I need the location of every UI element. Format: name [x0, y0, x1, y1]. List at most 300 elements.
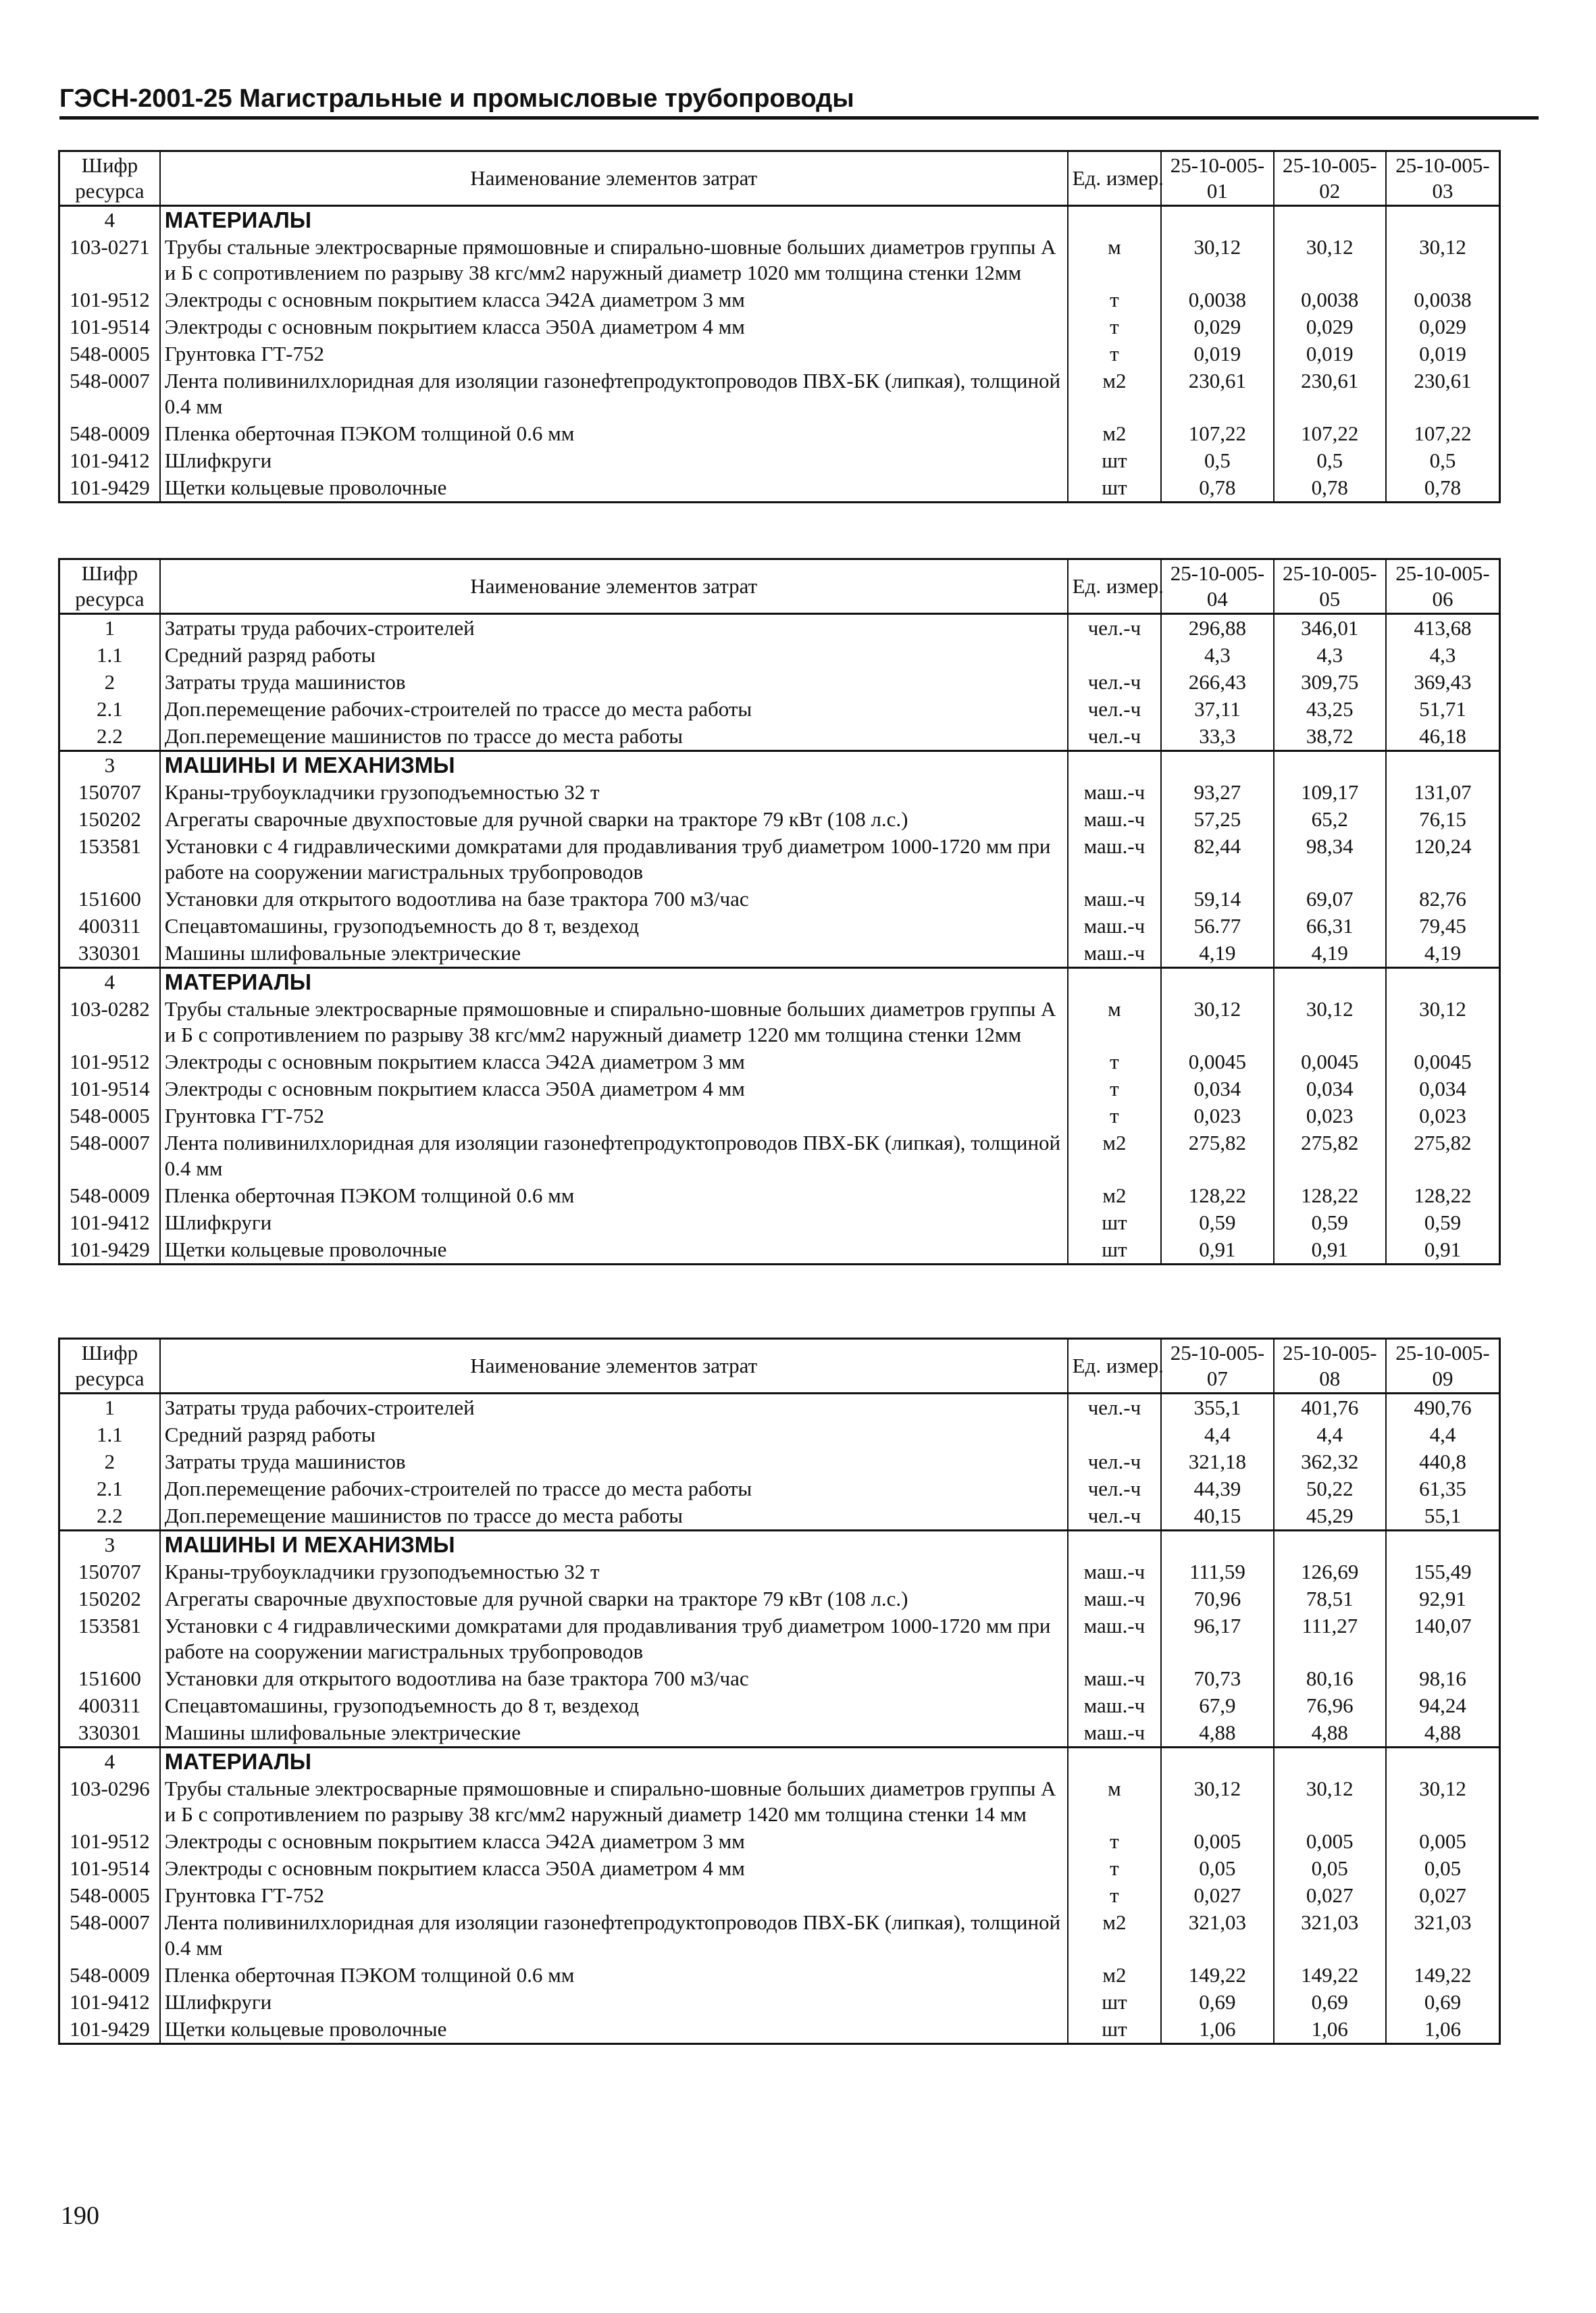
- resource-name: Затраты труда машинистов: [160, 669, 1068, 696]
- resource-name: Трубы стальные электросварные прямошовные и спирально-шовные больших диаметров группы А и Б с сопротивлением по разрыву 38 кгс/мм2 наружный диаметр 1220 мм толщина стенки 12мм: [160, 996, 1068, 1048]
- table-body: [59, 206, 1500, 503]
- norm-value: 0,019: [1386, 340, 1500, 367]
- norm-value: 490,76: [1386, 1394, 1500, 1422]
- norm-value: 0,0045: [1161, 1048, 1273, 1075]
- unit-cell: т: [1068, 1102, 1162, 1129]
- unit-cell: т: [1068, 1048, 1162, 1075]
- table-row: [59, 420, 1500, 447]
- norm-value: 92,91: [1386, 1585, 1500, 1612]
- resource-code: 153581: [59, 1612, 160, 1665]
- unit-cell: чел.-ч: [1068, 1475, 1162, 1502]
- resource-code: 101-9412: [59, 1209, 160, 1236]
- norm-value: 440,8: [1386, 1448, 1500, 1475]
- norm-value: 0,78: [1161, 474, 1273, 503]
- resource-code: 548-0005: [59, 1102, 160, 1129]
- unit-cell: м2: [1068, 1129, 1162, 1182]
- norm-value: 0,5: [1161, 447, 1273, 474]
- resource-name: Доп.перемещение машинистов по трассе до места работы: [160, 1502, 1068, 1531]
- norm-value: 131,07: [1386, 779, 1500, 806]
- column-header-norm: 25-10-005-03: [1386, 151, 1500, 206]
- table-row: [59, 1665, 1500, 1692]
- unit-cell: т: [1068, 1828, 1162, 1855]
- norm-value: [1386, 1531, 1500, 1559]
- norm-value: 4,19: [1274, 940, 1386, 968]
- norm-value: 0,59: [1274, 1209, 1386, 1236]
- resource-code: 2.2: [59, 1502, 160, 1531]
- unit-cell: чел.-ч: [1068, 1502, 1162, 1531]
- unit-cell: маш.-ч: [1068, 833, 1162, 886]
- resource-name: Установки для открытого водоотлива на базе трактора 700 м3/час: [160, 1665, 1068, 1692]
- norm-value: 109,17: [1274, 779, 1386, 806]
- norm-value: 0,023: [1274, 1102, 1386, 1129]
- norm-value: 82,76: [1386, 886, 1500, 913]
- norm-value: 321,03: [1274, 1909, 1386, 1962]
- resource-name: Лента поливинилхлоридная для изоляции газонефтепродуктопроводов ПВХ-БК (липкая), толщиной 0.4 мм: [160, 1129, 1068, 1182]
- norm-value: 50,22: [1274, 1475, 1386, 1502]
- norm-value: 0,5: [1274, 447, 1386, 474]
- norm-value: 66,31: [1274, 913, 1386, 940]
- resource-name: Машины шлифовальные электрические: [160, 940, 1068, 968]
- resource-name: Установки с 4 гидравлическими домкратами для продавливания труб диаметром 1000-1720 мм при работе на сооружении магистральных трубопроводов: [160, 1612, 1068, 1665]
- norm-value: 0,029: [1274, 313, 1386, 340]
- resource-code: 2: [59, 669, 160, 696]
- unit-cell: маш.-ч: [1068, 1585, 1162, 1612]
- table-row: [59, 1182, 1500, 1209]
- table-row: [59, 1719, 1500, 1748]
- norm-value: 80,16: [1274, 1665, 1386, 1692]
- unit-cell: шт: [1068, 447, 1162, 474]
- norm-value: [1274, 1531, 1386, 1559]
- resource-name: Доп.перемещение машинистов по трассе до места работы: [160, 723, 1068, 751]
- norm-value: 149,22: [1161, 1962, 1273, 1989]
- table-row: [59, 940, 1500, 968]
- resource-code: 101-9429: [59, 1236, 160, 1265]
- table-row: [59, 1475, 1500, 1502]
- norm-value: 94,24: [1386, 1692, 1500, 1719]
- norm-value: 30,12: [1386, 1775, 1500, 1828]
- section-title: МАШИНЫ И МЕХАНИЗМЫ: [160, 1531, 1068, 1559]
- norm-value: 0,5: [1386, 447, 1500, 474]
- norm-value: 401,76: [1274, 1394, 1386, 1422]
- norm-value: 0,034: [1274, 1075, 1386, 1102]
- resource-code: 150707: [59, 1558, 160, 1585]
- norm-value: 0,019: [1161, 340, 1273, 367]
- resource-code: 400311: [59, 913, 160, 940]
- unit-cell: м2: [1068, 1962, 1162, 1989]
- table-row: [59, 1048, 1500, 1075]
- norm-value: 44,39: [1161, 1475, 1273, 1502]
- norm-value: 0,0038: [1386, 286, 1500, 313]
- resource-name: Щетки кольцевые проволочные: [160, 2016, 1068, 2044]
- norm-value: 0,034: [1386, 1075, 1500, 1102]
- norm-value: 296,88: [1161, 614, 1273, 642]
- resource-name: Трубы стальные электросварные прямошовные и спирально-шовные больших диаметров группы А и Б с сопротивлением по разрыву 38 кгс/мм2 наружный диаметр 1420 мм толщина стенки 14 мм: [160, 1775, 1068, 1828]
- norm-value: 82,44: [1161, 833, 1273, 886]
- resource-code: 101-9429: [59, 2016, 160, 2044]
- resource-name: Шлифкруги: [160, 447, 1068, 474]
- norm-value: 0,91: [1274, 1236, 1386, 1265]
- section-row: [59, 751, 1500, 780]
- table-row: [59, 474, 1500, 503]
- norm-value: [1274, 751, 1386, 780]
- resource-code: 4: [59, 968, 160, 996]
- unit-cell: маш.-ч: [1068, 779, 1162, 806]
- resource-code: 1.1: [59, 1421, 160, 1448]
- norm-value: 4,3: [1274, 642, 1386, 669]
- norm-value: [1274, 968, 1386, 996]
- resource-code: 2.1: [59, 1475, 160, 1502]
- norm-value: 275,82: [1386, 1129, 1500, 1182]
- unit-cell: маш.-ч: [1068, 1612, 1162, 1665]
- norm-value: 0,005: [1161, 1828, 1273, 1855]
- resource-code: 101-9512: [59, 286, 160, 313]
- norm-value: [1274, 206, 1386, 234]
- resource-name: Спецавтомашины, грузоподъемность до 8 т, вездеход: [160, 913, 1068, 940]
- table-row: [59, 1828, 1500, 1855]
- resource-code: 1: [59, 1394, 160, 1422]
- column-header-unit: Ед. измер.: [1068, 559, 1162, 614]
- table-row: [59, 313, 1500, 340]
- resource-name: Шлифкруги: [160, 1209, 1068, 1236]
- unit-cell: шт: [1068, 1236, 1162, 1265]
- unit-cell: чел.-ч: [1068, 614, 1162, 642]
- norm-value: [1161, 1531, 1273, 1559]
- column-header-norm: 25-10-005-05: [1274, 559, 1386, 614]
- resource-name: Грунтовка ГТ-752: [160, 340, 1068, 367]
- norm-value: 1,06: [1274, 2016, 1386, 2044]
- norm-value: 0,59: [1386, 1209, 1500, 1236]
- table-row: [59, 1448, 1500, 1475]
- column-header-norm: 25-10-005-04: [1161, 559, 1273, 614]
- norm-value: 0,69: [1161, 1989, 1273, 2016]
- resource-name: Затраты труда машинистов: [160, 1448, 1068, 1475]
- resource-code: 4: [59, 1748, 160, 1776]
- resource-name: Электроды с основным покрытием класса Э50А диаметром 4 мм: [160, 1075, 1068, 1102]
- column-header-norm: 25-10-005-02: [1274, 151, 1386, 206]
- unit-cell: шт: [1068, 1209, 1162, 1236]
- resource-name: Грунтовка ГТ-752: [160, 1102, 1068, 1129]
- norm-value: 140,07: [1386, 1612, 1500, 1665]
- section-row: [59, 1531, 1500, 1559]
- table-row: [59, 1394, 1500, 1422]
- norm-value: 111,27: [1274, 1612, 1386, 1665]
- section-title: МАТЕРИАЛЫ: [160, 1748, 1068, 1776]
- resource-name: Установки с 4 гидравлическими домкратами для продавливания труб диаметром 1000-1720 мм при работе на сооружении магистральных трубопроводов: [160, 833, 1068, 886]
- table-row: [59, 1209, 1500, 1236]
- table-body: [59, 614, 1500, 1265]
- norm-value: 107,22: [1274, 420, 1386, 447]
- unit-cell: м: [1068, 234, 1162, 286]
- header-row: [59, 151, 1500, 206]
- resource-name: Электроды с основным покрытием класса Э50А диаметром 4 мм: [160, 313, 1068, 340]
- resource-code: 101-9412: [59, 447, 160, 474]
- resource-name: Пленка оберточная ПЭКОМ толщиной 0.6 мм: [160, 1962, 1068, 1989]
- table-row: [59, 1502, 1500, 1531]
- column-header-code: Шифр ресурса: [59, 559, 160, 614]
- norm-value: 57,25: [1161, 806, 1273, 833]
- table-row: [59, 723, 1500, 751]
- norm-value: [1161, 751, 1273, 780]
- resource-code: 151600: [59, 886, 160, 913]
- table-row: [59, 1909, 1500, 1962]
- norm-value: 65,2: [1274, 806, 1386, 833]
- norm-value: 59,14: [1161, 886, 1273, 913]
- norm-value: 0,91: [1386, 1236, 1500, 1265]
- norm-value: 1,06: [1161, 2016, 1273, 2044]
- resource-name: Грунтовка ГТ-752: [160, 1882, 1068, 1909]
- column-header-unit: Ед. измер.: [1068, 151, 1162, 206]
- resource-code: 400311: [59, 1692, 160, 1719]
- resource-code: 150202: [59, 1585, 160, 1612]
- norm-value: 4,4: [1274, 1421, 1386, 1448]
- norm-value: 78,51: [1274, 1585, 1386, 1612]
- unit-cell: т: [1068, 1882, 1162, 1909]
- norm-value: 4,4: [1161, 1421, 1273, 1448]
- page-number: 190: [61, 2202, 99, 2230]
- norm-value: 126,69: [1274, 1558, 1386, 1585]
- resource-table-1: [58, 150, 1501, 503]
- norm-value: 30,12: [1386, 234, 1500, 286]
- unit-cell: т: [1068, 286, 1162, 313]
- norm-value: 93,27: [1161, 779, 1273, 806]
- norm-value: 128,22: [1386, 1182, 1500, 1209]
- table-row: [59, 833, 1500, 886]
- resource-code: 3: [59, 1531, 160, 1559]
- norm-value: 4,88: [1274, 1719, 1386, 1748]
- norm-value: 128,22: [1161, 1182, 1273, 1209]
- resource-code: 101-9512: [59, 1828, 160, 1855]
- norm-value: 120,24: [1386, 833, 1500, 886]
- unit-cell: шт: [1068, 2016, 1162, 2044]
- resource-code: 548-0009: [59, 1182, 160, 1209]
- norm-value: 0,029: [1386, 313, 1500, 340]
- resource-name: Средний разряд работы: [160, 1421, 1068, 1448]
- resource-code: 103-0296: [59, 1775, 160, 1828]
- column-header-name: Наименование элементов затрат: [160, 1339, 1068, 1394]
- norm-value: 30,12: [1161, 1775, 1273, 1828]
- unit-cell: [1068, 1531, 1162, 1559]
- resource-name: Электроды с основным покрытием класса Э42А диаметром 3 мм: [160, 286, 1068, 313]
- norm-value: 4,19: [1161, 940, 1273, 968]
- norm-value: 230,61: [1161, 367, 1273, 420]
- resource-name: Щетки кольцевые проволочные: [160, 1236, 1068, 1265]
- resource-name: Пленка оберточная ПЭКОМ толщиной 0.6 мм: [160, 1182, 1068, 1209]
- unit-cell: [1068, 968, 1162, 996]
- norm-value: 96,17: [1161, 1612, 1273, 1665]
- norm-value: 0,05: [1161, 1855, 1273, 1882]
- resource-name: Затраты труда рабочих-строителей: [160, 1394, 1068, 1422]
- table-row: [59, 1075, 1500, 1102]
- resource-code: 101-9412: [59, 1989, 160, 2016]
- resource-code: 101-9514: [59, 1075, 160, 1102]
- resource-code: 101-9512: [59, 1048, 160, 1075]
- table-row: [59, 1421, 1500, 1448]
- unit-cell: маш.-ч: [1068, 1558, 1162, 1585]
- table-header: [59, 559, 1500, 614]
- table-row: [59, 1558, 1500, 1585]
- resource-code: 548-0005: [59, 1882, 160, 1909]
- norm-value: 0,0045: [1386, 1048, 1500, 1075]
- column-header-name: Наименование элементов затрат: [160, 559, 1068, 614]
- norm-value: 30,12: [1161, 234, 1273, 286]
- table-row: [59, 806, 1500, 833]
- unit-cell: чел.-ч: [1068, 1448, 1162, 1475]
- norm-value: 0,78: [1274, 474, 1386, 503]
- unit-cell: чел.-ч: [1068, 1394, 1162, 1422]
- unit-cell: маш.-ч: [1068, 913, 1162, 940]
- resource-name: Доп.перемещение рабочих-строителей по трассе до места работы: [160, 696, 1068, 723]
- norm-value: 0,029: [1161, 313, 1273, 340]
- resource-name: Лента поливинилхлоридная для изоляции газонефтепродуктопроводов ПВХ-БК (липкая), толщиной 0.4 мм: [160, 1909, 1068, 1962]
- section-row: [59, 1748, 1500, 1776]
- unit-cell: шт: [1068, 1989, 1162, 2016]
- resource-code: 548-0007: [59, 367, 160, 420]
- norm-value: 30,12: [1274, 234, 1386, 286]
- unit-cell: м2: [1068, 1182, 1162, 1209]
- norm-value: 79,45: [1386, 913, 1500, 940]
- norm-value: 107,22: [1161, 420, 1273, 447]
- norm-value: 0,0038: [1161, 286, 1273, 313]
- unit-cell: шт: [1068, 474, 1162, 503]
- resource-name: Краны-трубоукладчики грузоподъемностью 32 т: [160, 1558, 1068, 1585]
- section-row: [59, 968, 1500, 996]
- resource-code: 103-0282: [59, 996, 160, 1048]
- column-header-norm: 25-10-005-06: [1386, 559, 1500, 614]
- norm-value: 128,22: [1274, 1182, 1386, 1209]
- norm-value: 1,06: [1386, 2016, 1500, 2044]
- norm-value: 149,22: [1274, 1962, 1386, 1989]
- unit-cell: [1068, 751, 1162, 780]
- column-header-norm: 25-10-005-01: [1161, 151, 1273, 206]
- table-row: [59, 1129, 1500, 1182]
- table-row: [59, 234, 1500, 286]
- norm-value: 413,68: [1386, 614, 1500, 642]
- unit-cell: м2: [1068, 1909, 1162, 1962]
- resource-code: 548-0007: [59, 1909, 160, 1962]
- norm-value: 0,0045: [1274, 1048, 1386, 1075]
- norm-value: 149,22: [1386, 1962, 1500, 1989]
- norm-value: 155,49: [1386, 1558, 1500, 1585]
- resource-code: 103-0271: [59, 234, 160, 286]
- resource-table-3: [58, 1338, 1501, 2045]
- norm-value: 45,29: [1274, 1502, 1386, 1531]
- norm-value: 4,3: [1161, 642, 1273, 669]
- resource-name: Электроды с основным покрытием класса Э42А диаметром 3 мм: [160, 1828, 1068, 1855]
- resource-code: 548-0009: [59, 420, 160, 447]
- resource-code: 153581: [59, 833, 160, 886]
- table-row: [59, 1989, 1500, 2016]
- column-header-norm: 25-10-005-09: [1386, 1339, 1500, 1394]
- table-row: [59, 1236, 1500, 1265]
- table-row: [59, 996, 1500, 1048]
- table-header: [59, 1339, 1500, 1394]
- norm-value: 70,96: [1161, 1585, 1273, 1612]
- section-title: МАТЕРИАЛЫ: [160, 968, 1068, 996]
- resource-name: Затраты труда рабочих-строителей: [160, 614, 1068, 642]
- unit-cell: маш.-ч: [1068, 940, 1162, 968]
- table-row: [59, 367, 1500, 420]
- unit-cell: [1068, 206, 1162, 234]
- section-row: [59, 206, 1500, 234]
- norm-value: 230,61: [1274, 367, 1386, 420]
- resource-code: 151600: [59, 1665, 160, 1692]
- unit-cell: маш.-ч: [1068, 806, 1162, 833]
- norm-value: 0,69: [1274, 1989, 1386, 2016]
- norm-value: 0,027: [1161, 1882, 1273, 1909]
- norm-value: 37,11: [1161, 696, 1273, 723]
- resource-name: Электроды с основным покрытием класса Э50А диаметром 4 мм: [160, 1855, 1068, 1882]
- norm-value: 4,88: [1161, 1719, 1273, 1748]
- resource-code: 548-0007: [59, 1129, 160, 1182]
- norm-value: 76,15: [1386, 806, 1500, 833]
- table-row: [59, 1775, 1500, 1828]
- norm-value: 0,69: [1386, 1989, 1500, 2016]
- resource-code: 2: [59, 1448, 160, 1475]
- resource-name: Установки для открытого водоотлива на базе трактора 700 м3/час: [160, 886, 1068, 913]
- resource-code: 150707: [59, 779, 160, 806]
- table-row: [59, 1585, 1500, 1612]
- table-row: [59, 1102, 1500, 1129]
- norm-value: 0,0038: [1274, 286, 1386, 313]
- table-row: [59, 696, 1500, 723]
- table-row: [59, 886, 1500, 913]
- norm-value: 30,12: [1161, 996, 1273, 1048]
- unit-cell: т: [1068, 1855, 1162, 1882]
- norm-value: 346,01: [1274, 614, 1386, 642]
- unit-cell: т: [1068, 313, 1162, 340]
- norm-value: 321,18: [1161, 1448, 1273, 1475]
- unit-cell: маш.-ч: [1068, 1665, 1162, 1692]
- column-header-norm: 25-10-005-08: [1274, 1339, 1386, 1394]
- norm-value: 98,34: [1274, 833, 1386, 886]
- norm-value: 61,35: [1386, 1475, 1500, 1502]
- resource-name: Доп.перемещение рабочих-строителей по трассе до места работы: [160, 1475, 1068, 1502]
- table-row: [59, 447, 1500, 474]
- norm-value: 30,12: [1274, 1775, 1386, 1828]
- norm-value: 0,78: [1386, 474, 1500, 503]
- resource-name: Лента поливинилхлоридная для изоляции газонефтепродуктопроводов ПВХ-БК (липкая), толщиной 0.4 мм: [160, 367, 1068, 420]
- header-row: [59, 559, 1500, 614]
- norm-value: [1161, 1748, 1273, 1776]
- norm-value: 0,005: [1274, 1828, 1386, 1855]
- resource-name: Машины шлифовальные электрические: [160, 1719, 1068, 1748]
- table-row: [59, 1962, 1500, 1989]
- resource-code: 1.1: [59, 642, 160, 669]
- norm-value: 355,1: [1161, 1394, 1273, 1422]
- norm-value: 0,027: [1386, 1882, 1500, 1909]
- resource-code: 3: [59, 751, 160, 780]
- norm-value: 0,05: [1274, 1855, 1386, 1882]
- header-row: [59, 1339, 1500, 1394]
- resource-code: 4: [59, 206, 160, 234]
- norm-value: 46,18: [1386, 723, 1500, 751]
- resource-code: 548-0009: [59, 1962, 160, 1989]
- unit-cell: м: [1068, 996, 1162, 1048]
- norm-value: 40,15: [1161, 1502, 1273, 1531]
- table-row: [59, 1692, 1500, 1719]
- unit-cell: чел.-ч: [1068, 669, 1162, 696]
- norm-value: 0,91: [1161, 1236, 1273, 1265]
- resource-name: Щетки кольцевые проволочные: [160, 474, 1068, 503]
- resource-code: 2.1: [59, 696, 160, 723]
- unit-cell: м2: [1068, 420, 1162, 447]
- page-title: ГЭСН-2001-25 Магистральные и промысловые трубопроводы: [59, 84, 1539, 120]
- unit-cell: [1068, 1421, 1162, 1448]
- norm-value: [1274, 1748, 1386, 1776]
- table-row: [59, 1855, 1500, 1882]
- table-row: [59, 1882, 1500, 1909]
- column-header-code: Шифр ресурса: [59, 151, 160, 206]
